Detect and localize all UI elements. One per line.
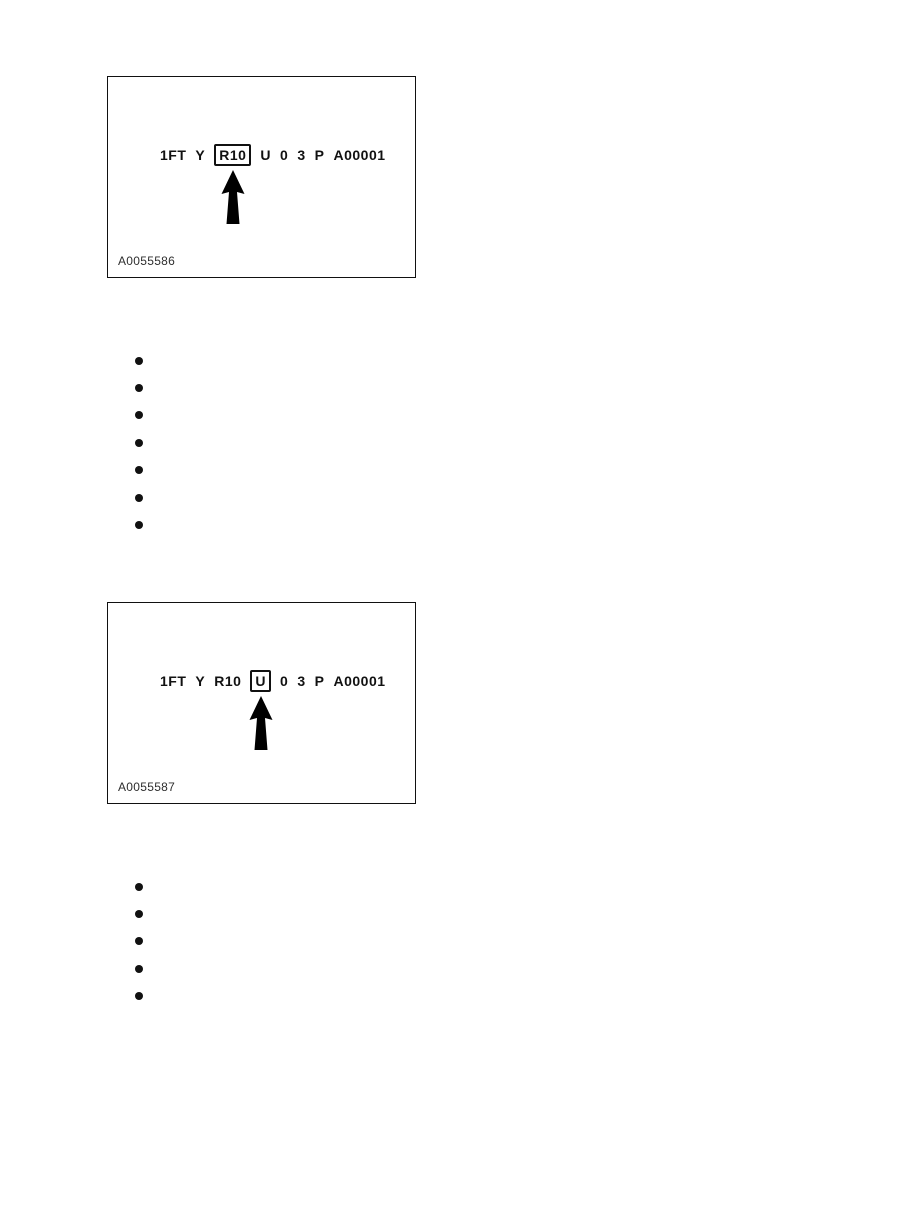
bullet-icon bbox=[135, 494, 143, 502]
vin-group: 3 bbox=[297, 673, 306, 689]
bullet-list-2 bbox=[135, 873, 635, 1010]
vin-code-line bbox=[160, 670, 386, 692]
vin-group: 1FT bbox=[160, 147, 187, 163]
bullet-icon bbox=[135, 439, 143, 447]
list-item bbox=[135, 374, 635, 401]
bullet-icon bbox=[135, 965, 143, 973]
vin-code-figure-2 bbox=[107, 602, 416, 804]
list-item bbox=[135, 983, 635, 1010]
vin-group: Y bbox=[195, 147, 206, 163]
list-item bbox=[135, 402, 635, 429]
vin-group: P bbox=[314, 673, 325, 689]
list-item bbox=[135, 347, 635, 374]
vin-group: R10 bbox=[214, 673, 242, 689]
list-item bbox=[135, 873, 635, 900]
bullet-icon bbox=[135, 992, 143, 1000]
vin-group: U bbox=[260, 147, 272, 163]
bullet-icon bbox=[135, 357, 143, 365]
list-item bbox=[135, 457, 635, 484]
vin-group: P bbox=[314, 147, 325, 163]
figure-id-label: A0055587 bbox=[118, 780, 176, 794]
bullet-list-1 bbox=[135, 347, 635, 539]
vin-group: A00001 bbox=[333, 673, 386, 689]
bullet-icon bbox=[135, 466, 143, 474]
list-item bbox=[135, 900, 635, 927]
list-item bbox=[135, 484, 635, 511]
vin-group-highlighted: R10 bbox=[214, 144, 251, 166]
vin-group: 0 bbox=[280, 673, 289, 689]
vin-group: 3 bbox=[297, 147, 306, 163]
list-item bbox=[135, 955, 635, 982]
bullet-icon bbox=[135, 910, 143, 918]
list-item bbox=[135, 511, 635, 538]
list-item bbox=[135, 429, 635, 456]
vin-group: 1FT bbox=[160, 673, 187, 689]
list-item bbox=[135, 928, 635, 955]
figure-id-label: A0055586 bbox=[118, 254, 176, 268]
bullet-icon bbox=[135, 521, 143, 529]
up-arrow-icon bbox=[248, 696, 274, 750]
bullet-icon bbox=[135, 937, 143, 945]
vin-group: 0 bbox=[280, 147, 289, 163]
vin-group: A00001 bbox=[333, 147, 386, 163]
vin-group-highlighted: U bbox=[250, 670, 271, 692]
vin-code-figure-1 bbox=[107, 76, 416, 278]
bullet-icon bbox=[135, 883, 143, 891]
up-arrow-icon bbox=[220, 170, 246, 224]
bullet-icon bbox=[135, 384, 143, 392]
vin-group: Y bbox=[195, 673, 206, 689]
vin-code-line bbox=[160, 144, 386, 166]
bullet-icon bbox=[135, 411, 143, 419]
